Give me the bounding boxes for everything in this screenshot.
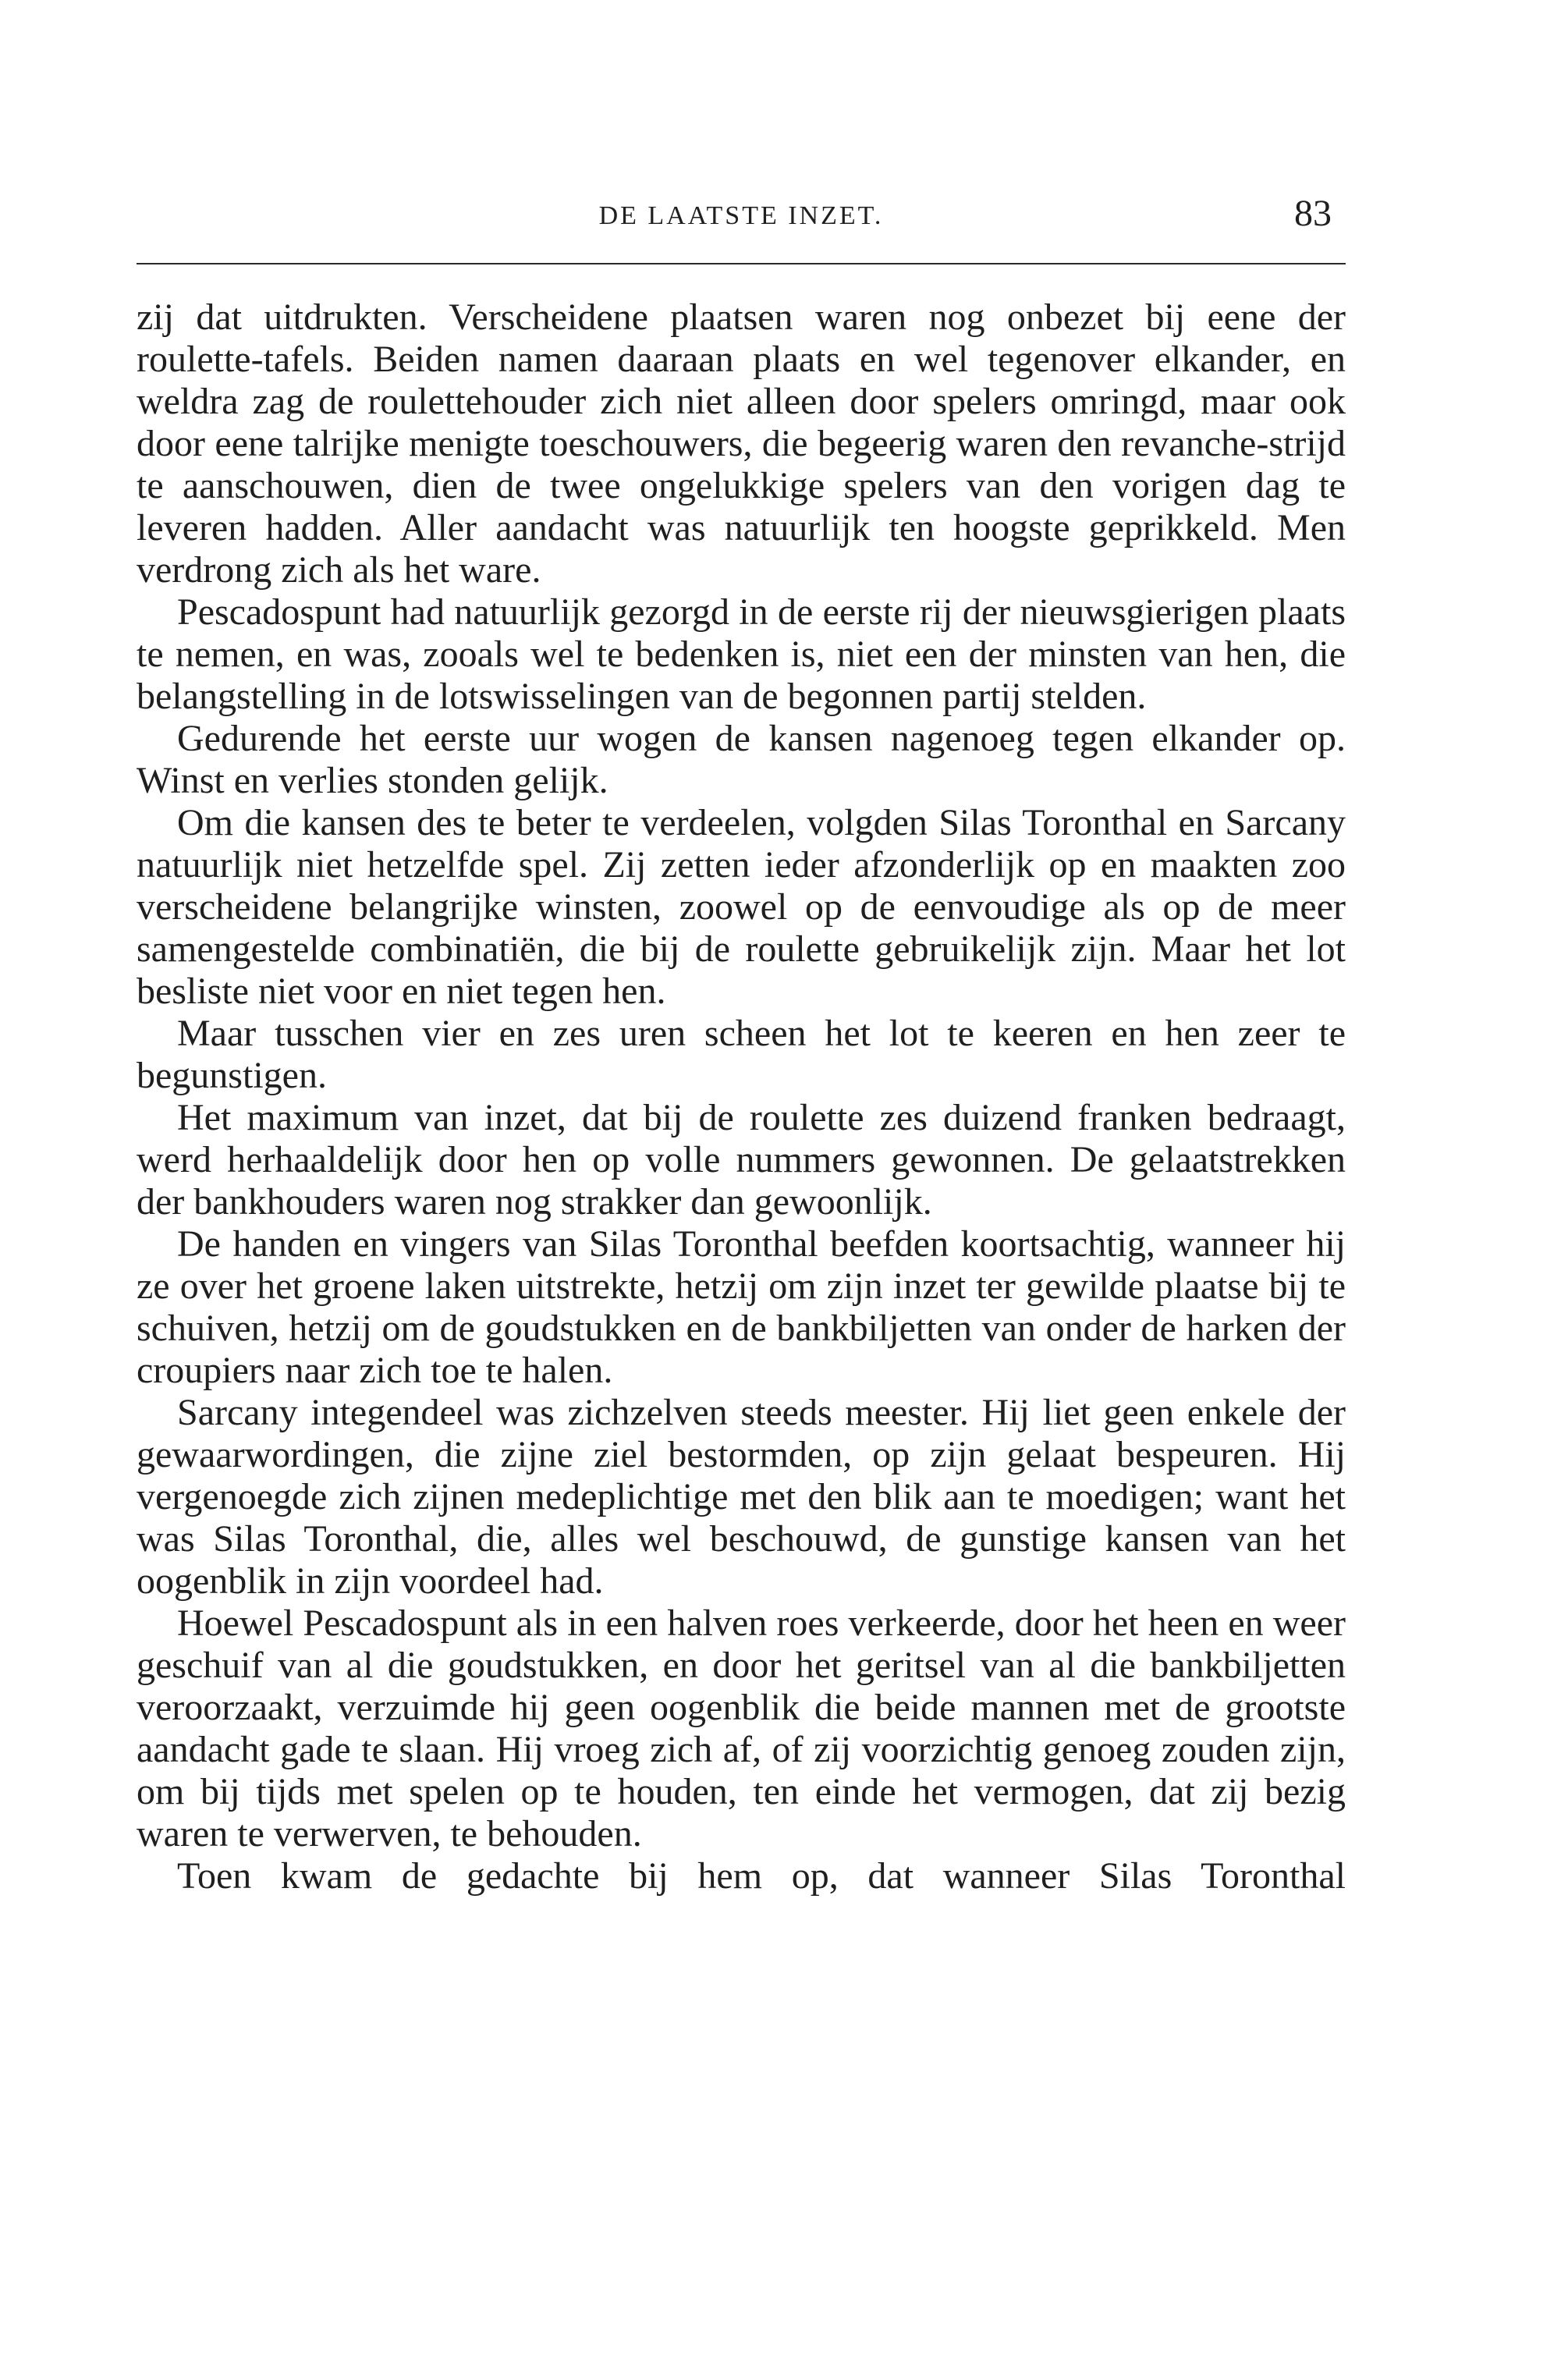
page-header (137, 195, 1346, 248)
paragraph-3: Gedurende het eerste uur wogen de kansen nagenoeg tegen elkander op. Winst en verlies stonden gelijk. (137, 718, 1346, 801)
body-text (137, 296, 1346, 1897)
paragraph-10: Toen kwam de gedachte bij hem op, dat wanneer Silas Toronthal (177, 1855, 1346, 1897)
paragraph-6: Het maximum van inzet, dat bij de roulette zes duizend franken bedraagt, werd herhaaldelijk door hen op volle nummers gewonnen. De gelaatstrekken der bankhouders waren nog strakker dan gewoonlijk. (137, 1097, 1346, 1223)
paragraph-5: Maar tusschen vier en zes uren scheen het lot te keeren en hen zeer te begunstigen. (137, 1013, 1346, 1096)
paragraph-9: Hoewel Pescadospunt als in een halven roes verkeerde, door het heen en weer geschuif van al die goudstukken, en door het geritsel van al die bankbiljetten veroorzaakt, verzuimde hij geen oogenblik die beide mannen met de grootste aandacht gade te slaan. Hij vroeg zich af, of zij voorzichtig genoeg zouden zijn, om bij tijds met spelen op te houden, ten einde het vermogen, dat zij bezig waren te verwerven, te behouden. (137, 1602, 1346, 1854)
paragraph-8: Sarcany integendeel was zichzelven steeds meester. Hij liet geen enkele der gewaarwordingen, die zijne ziel bestormden, op zijn gelaat bespeuren. Hij vergenoegde zich zijnen medeplichtige met den blik aan te moedigen; want het was Silas Toronthal, die, alles wel beschouwd, de gunstige kansen van het oogenblik in zijn voordeel had. (137, 1392, 1346, 1602)
page-number: 83 (1294, 193, 1332, 234)
paragraph-2: Pescadospunt had natuurlijk gezorgd in de eerste rij der nieuwsgierigen plaats te nemen, en was, zooals wel te bedenken is, niet een der minsten van hen, die belangstelling in de lotswisselingen van de begonnen partij stelden. (137, 591, 1346, 717)
paragraph-4: Om die kansen des te beter te verdeelen, volgden Silas Toronthal en Sarcany natuurlijk niet hetzelfde spel. Zij zetten ieder afzonderlijk op en maakten zoo verscheidene belangrijke winsten, zoowel op de eenvoudige als op de meer samengestelde combinatiën, die bij de roulette gebruikelijk zijn. Maar het lot besliste niet voor en niet tegen hen. (137, 802, 1346, 1012)
paragraph-1: zij dat uitdrukten. Verscheidene plaatsen waren nog onbezet bij eene der roulette-tafels. Beiden namen daaraan plaats en wel tegenover elkander, en weldra zag de roulettehouder zich niet alleen door spelers omringd, maar ook door eene talrijke menigte toeschouwers, die begeerig waren den revanche-strijd te aanschouwen, dien de twee ongelukkige spelers van den vorigen dag te leveren hadden. Aller aandacht was natuurlijk ten hoogste geprikkeld. Men verdrong zich als het ware. (137, 296, 1346, 591)
header-rule (137, 263, 1346, 264)
paragraph-7: De handen en vingers van Silas Toronthal beefden koortsachtig, wanneer hij ze over het groene laken uitstrekte, hetzij om zijn inzet ter gewilde plaatse bij te schuiven, hetzij om de goudstukken en de bankbiljetten van onder de harken der croupiers naar zich toe te halen. (137, 1223, 1346, 1391)
running-title: DE LAATSTE INZET. (598, 201, 884, 230)
